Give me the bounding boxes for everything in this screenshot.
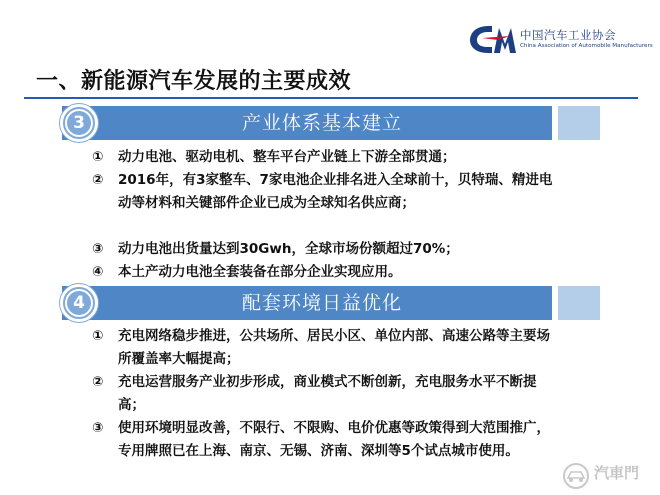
caam-logo-mark-icon [468, 22, 518, 56]
section-4-item-2 [92, 371, 560, 417]
item-text: 充电运营服务产业初步形成，商业模式不断创新，充电服务水平不断提高； [118, 374, 537, 413]
item-text: 动力电池、驱动电机、整车平台产业链上下游全部贯通； [118, 149, 456, 165]
section-4-item-3 [92, 417, 560, 463]
site-watermark [560, 460, 656, 492]
section-3-header-bar [62, 106, 552, 140]
section-4-item-1 [92, 325, 560, 371]
section-4-decor-block [558, 286, 600, 320]
item-marker: ④ [92, 264, 104, 280]
item-marker: ① [92, 149, 104, 165]
item-marker: ① [92, 328, 104, 344]
section-3-item-1 [92, 146, 560, 169]
section-4-header-bar [62, 286, 552, 320]
item-text: 2016年，有3家整车、7家电池企业排名进入全球前十，贝特瑞、精进电动等材料和关键部件企业已成为全球知名供应商； [118, 172, 553, 211]
car-watermark-icon [560, 462, 592, 490]
section-3-item-4 [92, 261, 560, 284]
item-text: 动力电池出货量达到30Gwh，全球市场份额超过70%； [118, 241, 459, 257]
section-4-number: 4 [65, 289, 93, 317]
title-divider [24, 97, 638, 99]
watermark-text: 汽車門 [594, 464, 640, 482]
item-text: 使用环境明显改善，不限行、不限购、电价优惠等政策得到大范围推广，专用牌照已在上海、南京、无锡、济南、深圳等5个试点城市使用。 [118, 420, 550, 459]
section-3-number-badge [60, 104, 98, 142]
item-marker: ③ [92, 420, 104, 436]
caam-logo [468, 22, 653, 56]
section-3-item-3 [92, 238, 560, 261]
section-3-item-2 [92, 169, 560, 215]
section-4-number-badge [60, 284, 98, 322]
item-marker: ② [92, 374, 104, 390]
section-3-heading: 产业体系基本建立 [241, 112, 402, 134]
section-4-heading: 配套环境日益优化 [241, 292, 402, 314]
item-marker: ② [92, 172, 104, 188]
logo-english-name: China Association of Automobile Manufacturers [520, 43, 653, 49]
section-3-decor-block [558, 106, 600, 140]
item-text: 本土产动力电池全套装备在部分企业实现应用。 [118, 264, 402, 280]
section-3-number: 3 [65, 109, 93, 137]
logo-chinese-name: 中国汽车工业协会 [520, 28, 616, 42]
page-title: 一、新能源汽车发展的主要成效 [36, 69, 352, 94]
item-text: 充电网络稳步推进，公共场所、居民小区、单位内部、高速公路等主要场所覆盖率大幅提高； [118, 328, 550, 367]
item-marker: ③ [92, 241, 104, 257]
